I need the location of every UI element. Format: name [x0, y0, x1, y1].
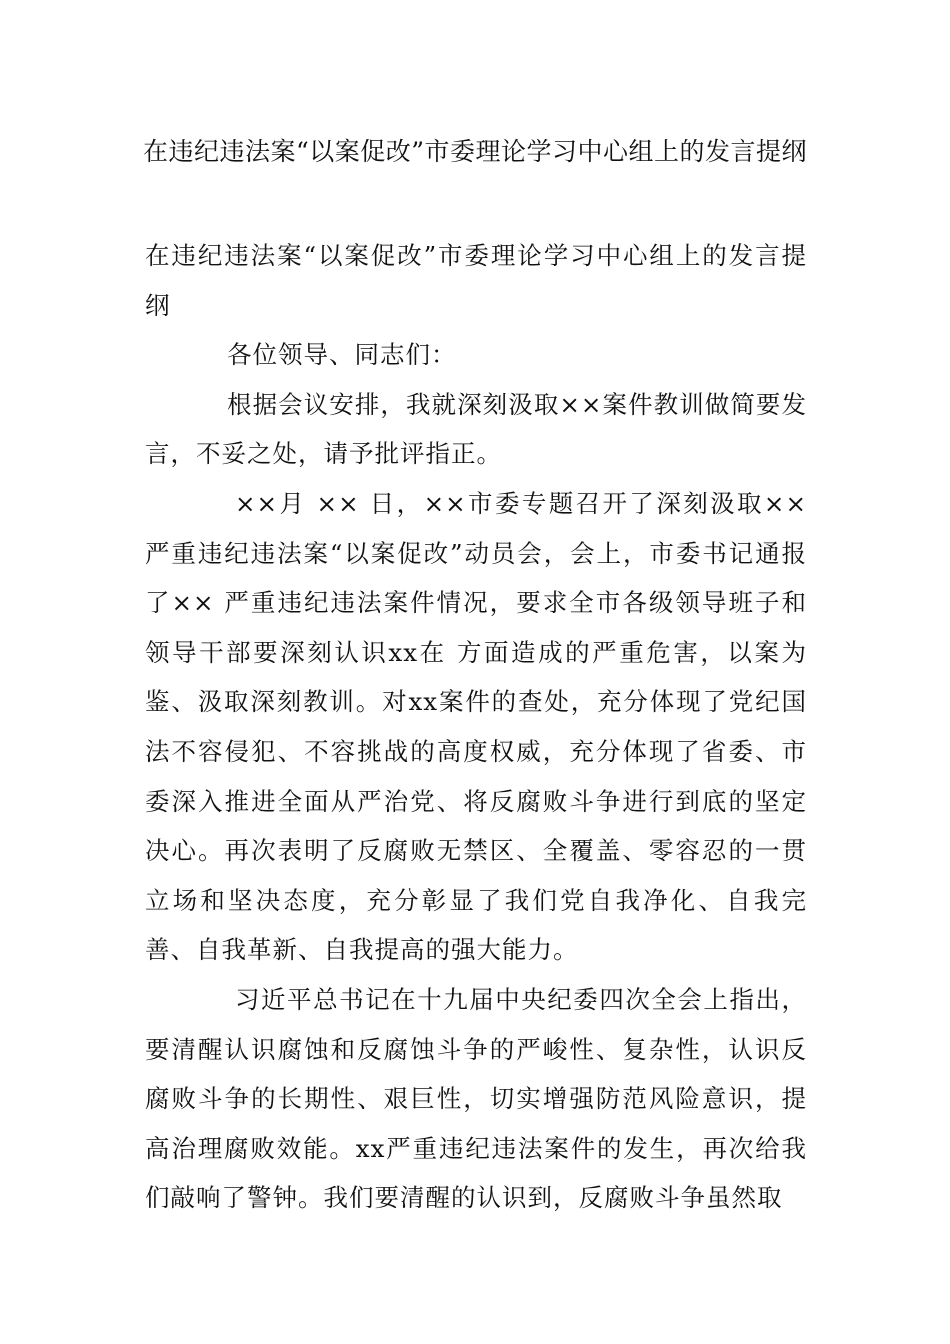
meeting-paragraph: ××月 ×× 日，××市委专题召开了深刻汲取××严重违纪违法案“以案促改”动员会，会上，市委书记通报了×× 严重违纪违法案件情况，要求全市各级领导班子和领导干部要深刻认识xx在 方面造成的严重危害，以案为鉴、汲取深刻教训。对xx案件的查处，充分体现了党纪国法不容侵犯、不容挑战的高度权威，充分体现了省委、市委深入推进全面从严治党、将反腐败斗争进行到底的坚定决心。再次表明了反腐败无禁区、全覆盖、零容忍的一贯立场和坚决态度，充分彰显了我们党自我净化、自我完善、自我革新、自我提高的强大能力。 — [145, 488, 807, 965]
document-title: 在违纪违法案“以案促改”市委理论学习中心组上的发言提纲 — [142, 137, 808, 166]
speech-paragraph: 习近平总书记在十九届中央纪委四次全会上指出，要清醒认识腐蚀和反腐蚀斗争的严峻性、复杂性，认识反腐败斗争的长期性、艰巨性，切实增强防范风险意识，提高治理腐败效能。xx严重违纪违法案件的发生，再次给我们敲响了警钟。我们要清醒的认识到，反腐败斗争虽然取 — [145, 984, 807, 1213]
intro-paragraph: 根据会议安排，我就深刻汲取××案件教训做简要发言，不妥之处，请予批评指正。 — [145, 389, 807, 469]
document-body — [145, 231, 807, 1223]
document-subtitle: 在违纪违法案“以案促改”市委理论学习中心组上的发言提纲 — [145, 241, 807, 320]
salutation-paragraph: 各位领导、同志们： — [227, 340, 457, 370]
